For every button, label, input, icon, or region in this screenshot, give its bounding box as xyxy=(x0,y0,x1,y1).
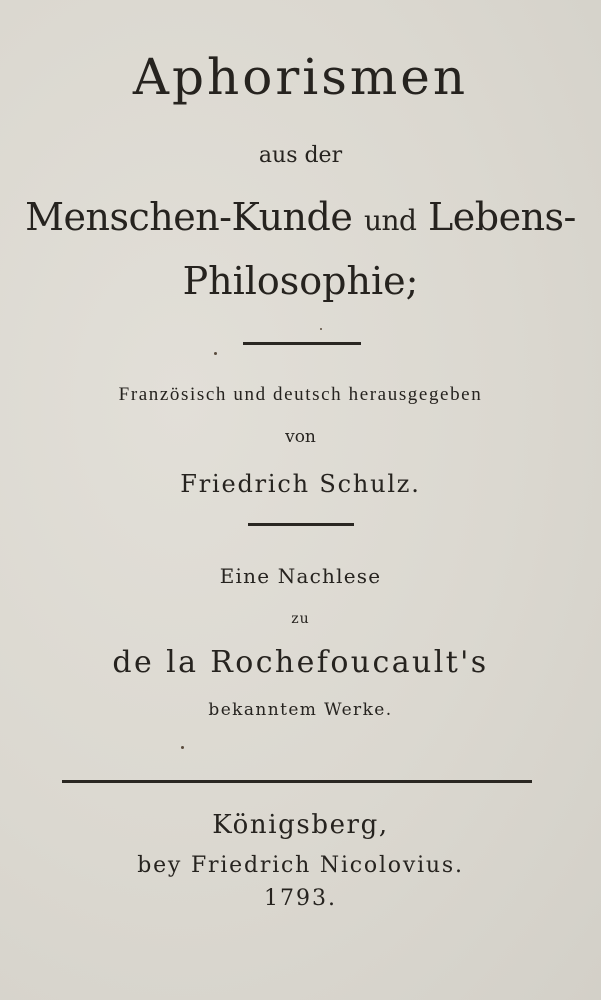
subtitle-part-1: Menschen-Kunde xyxy=(25,195,353,239)
subtitle-line-1 xyxy=(0,195,601,239)
imprint-city: Königsberg, xyxy=(212,810,389,840)
paper-speck xyxy=(214,352,217,355)
reference-work: bekanntem Werke. xyxy=(208,700,393,720)
subtitle-part-2: Lebens- xyxy=(428,195,576,239)
imprint-publisher: bey Friedrich Nicolovius. xyxy=(137,853,464,878)
imprint-year: 1793. xyxy=(264,886,337,911)
divider-rule-middle xyxy=(248,523,354,526)
book-title: Aphorismen xyxy=(132,48,469,106)
author-name: Friedrich Schulz. xyxy=(180,470,421,498)
nachlese-line: Eine Nachlese xyxy=(219,564,382,588)
divider-rule-bottom xyxy=(62,780,532,783)
divider-rule-top xyxy=(243,342,361,345)
paper-speck xyxy=(320,328,322,330)
zu-line: zu xyxy=(291,611,310,627)
subtitle-und: und xyxy=(363,204,417,237)
reference-author: de la Rochefoucault's xyxy=(112,645,489,680)
aus-der-line: aus der xyxy=(258,143,343,168)
von-line: von xyxy=(285,427,316,447)
paper-speck xyxy=(181,746,184,749)
subtitle-line-2: Philosophie; xyxy=(182,259,419,303)
edition-note: Französisch und deutsch herausgegeben xyxy=(118,384,483,405)
